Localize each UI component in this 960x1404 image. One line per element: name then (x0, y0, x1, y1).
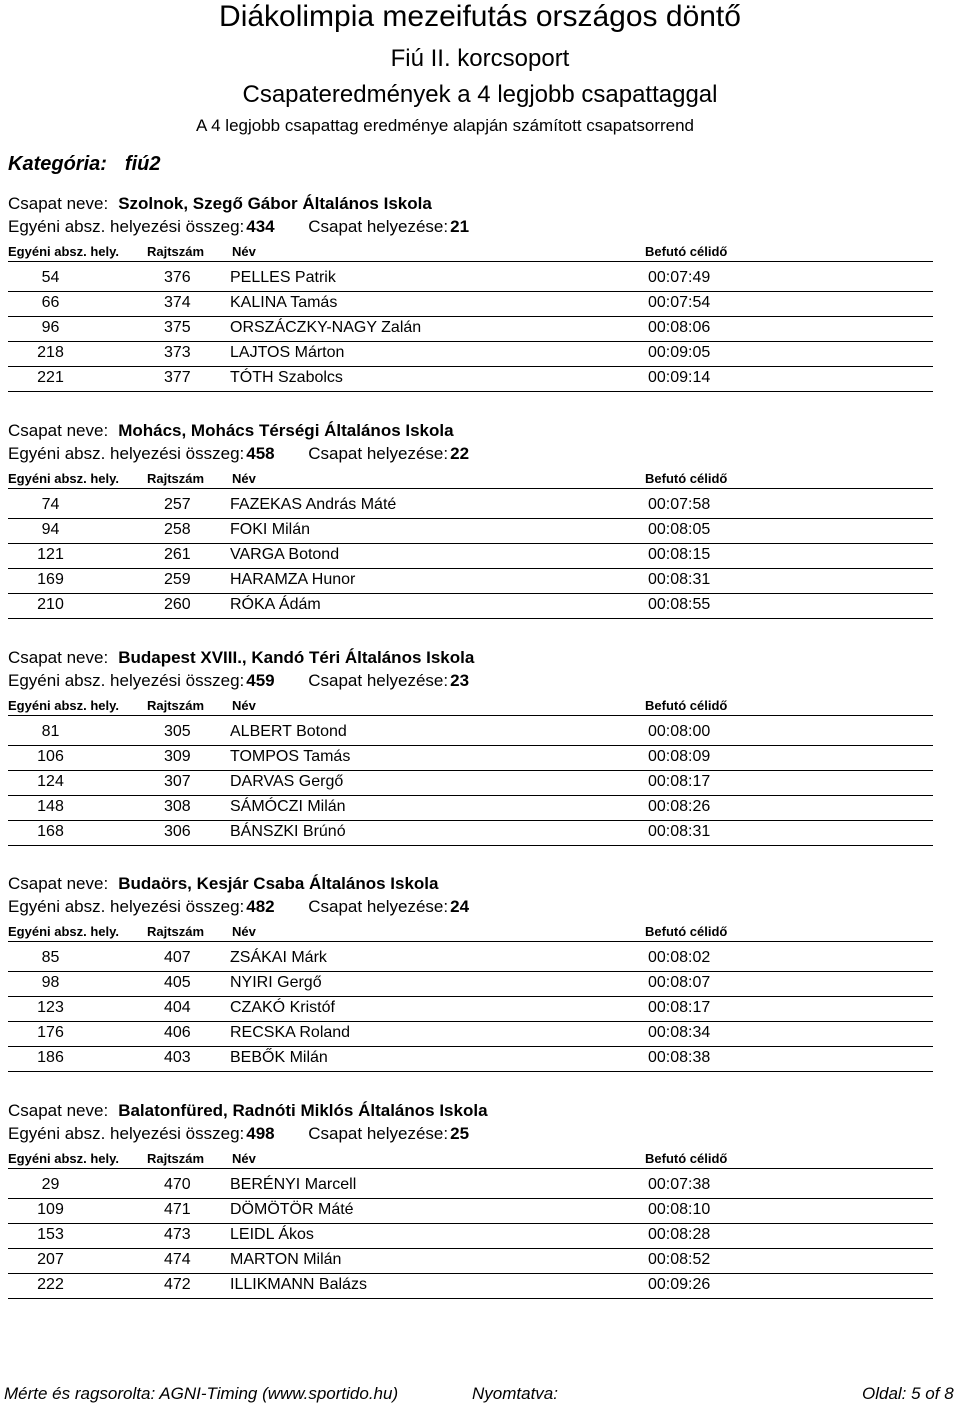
cell-name: PELLES Patrik (230, 269, 336, 286)
cell-bib: 307 (164, 773, 191, 790)
footer-credit: Mérte és ragsorolta: AGNI-Timing (www.sportido.hu) (4, 1384, 399, 1403)
cell-time: 00:08:10 (648, 1201, 711, 1218)
cell-name: BÁNSZKI Brúnó (230, 823, 346, 840)
footer-page: Oldal: 5 of 8 (862, 1384, 954, 1403)
table-row (8, 971, 933, 997)
cell-bib: 308 (164, 798, 191, 815)
table-row (8, 341, 933, 367)
team-place-label: Csapat helyezése: (308, 217, 449, 236)
cell-time: 00:09:26 (648, 1276, 711, 1293)
cell-name: MARTON Milán (230, 1251, 342, 1268)
cell-place: 29 (41, 1176, 60, 1193)
cell-time: 00:08:02 (648, 949, 711, 966)
cell-time: 00:08:26 (648, 798, 711, 815)
cell-time: 00:08:17 (648, 773, 711, 790)
cell-place: 124 (37, 773, 64, 790)
cell-time: 00:08:55 (648, 596, 711, 613)
category-label: Kategória: (8, 153, 107, 175)
cell-time: 00:08:05 (648, 521, 711, 538)
col-header-bib: Rajtszám (147, 244, 205, 259)
table-row (8, 1021, 933, 1047)
col-header-time: Befutó célidő (645, 924, 728, 939)
cell-bib: 405 (164, 974, 191, 991)
ranking-note: A 4 legjobb csapattag eredménye alapján számított csapatsorrend (195, 116, 695, 135)
cell-name: VARGA Botond (230, 546, 340, 563)
category-value: fiú2 (124, 153, 161, 175)
cell-bib: 404 (164, 999, 191, 1016)
cell-name: BEBŐK Milán (230, 1049, 328, 1066)
table-row (8, 1198, 933, 1224)
table-row (8, 543, 933, 569)
cell-bib: 377 (164, 369, 191, 386)
team-block (0, 194, 960, 404)
table-row (8, 720, 933, 746)
cell-name: DÖMÖTÖR Máté (230, 1201, 354, 1218)
team-place-value: 23 (450, 671, 470, 690)
team-block (0, 421, 960, 631)
team-block (0, 874, 960, 1084)
team-name-line (8, 194, 432, 214)
team-name: Szolnok, Szegő Gábor Általános Iskola (118, 194, 432, 213)
cell-bib: 473 (164, 1226, 191, 1243)
cell-name: KALINA Tamás (230, 294, 338, 311)
cell-place: 54 (41, 269, 60, 286)
team-block (0, 648, 960, 858)
cell-place: 74 (41, 496, 60, 513)
cell-time: 00:07:54 (648, 294, 711, 311)
team-name: Budaörs, Kesjár Csaba Általános Iskola (118, 874, 439, 893)
sum-value: 434 (246, 217, 275, 236)
table-row (8, 1046, 933, 1072)
team-name-label: Csapat neve: (8, 648, 109, 667)
table-row (8, 1223, 933, 1249)
sum-value: 498 (246, 1124, 275, 1143)
cell-place: 221 (37, 369, 64, 386)
cell-bib: 259 (164, 571, 191, 588)
col-header-name: Név (232, 698, 256, 713)
team-name: Balatonfüred, Radnóti Miklós Általános Iskola (118, 1101, 488, 1120)
cell-name: LAJTOS Márton (230, 344, 345, 361)
cell-time: 00:07:38 (648, 1176, 711, 1193)
cell-name: ZSÁKAI Márk (230, 949, 327, 966)
table-row (8, 745, 933, 771)
cell-place: 123 (37, 999, 64, 1016)
col-header-place: Egyéni absz. hely. (8, 698, 120, 713)
category (8, 153, 160, 176)
col-header-name: Név (232, 1151, 256, 1166)
cell-bib: 309 (164, 748, 191, 765)
team-name-line (8, 421, 454, 441)
cell-name: FOKI Milán (230, 521, 311, 538)
table-row (8, 1173, 933, 1199)
cell-place: 148 (37, 798, 64, 815)
cell-name: BERÉNYI Marcell (230, 1176, 357, 1193)
table-row (8, 795, 933, 821)
age-group: Fiú II. korcsoport (390, 45, 570, 72)
team-name-line (8, 648, 474, 668)
cell-time: 00:07:58 (648, 496, 711, 513)
cell-bib: 374 (164, 294, 191, 311)
team-summary (8, 217, 469, 237)
cell-time: 00:08:00 (648, 723, 711, 740)
cell-place: 186 (37, 1049, 64, 1066)
cell-time: 00:08:31 (648, 571, 711, 588)
sum-label: Egyéni absz. helyezési összeg: (8, 1124, 245, 1143)
col-header-place: Egyéni absz. hely. (8, 244, 120, 259)
cell-time: 00:08:15 (648, 546, 711, 563)
col-header-name: Név (232, 924, 256, 939)
cell-bib: 260 (164, 596, 191, 613)
team-place-label: Csapat helyezése: (308, 1124, 449, 1143)
team-name-line (8, 874, 438, 894)
cell-name: FAZEKAS András Máté (230, 496, 397, 513)
cell-name: NYIRI Gergő (230, 974, 322, 991)
cell-bib: 406 (164, 1024, 191, 1041)
table-row (8, 366, 933, 392)
cell-name: ILLIKMANN Balázs (230, 1276, 367, 1293)
sum-label: Egyéni absz. helyezési összeg: (8, 217, 245, 236)
table-row (8, 996, 933, 1022)
cell-place: 66 (41, 294, 60, 311)
cell-time: 00:08:38 (648, 1049, 711, 1066)
team-name-label: Csapat neve: (8, 194, 109, 213)
cell-place: 96 (41, 319, 60, 336)
team-name-label: Csapat neve: (8, 874, 109, 893)
team-place-value: 22 (450, 444, 470, 463)
table-row (8, 770, 933, 796)
cell-place: 98 (41, 974, 60, 991)
cell-bib: 375 (164, 319, 191, 336)
cell-place: 168 (37, 823, 64, 840)
cell-name: TÓTH Szabolcs (230, 369, 343, 386)
table-row (8, 291, 933, 317)
table-row (8, 593, 933, 619)
table-row (8, 493, 933, 519)
cell-name: RECSKA Roland (230, 1024, 351, 1041)
cell-time: 00:08:52 (648, 1251, 711, 1268)
sum-label: Egyéni absz. helyezési összeg: (8, 671, 245, 690)
cell-bib: 258 (164, 521, 191, 538)
cell-place: 222 (37, 1276, 64, 1293)
cell-name: TOMPOS Tamás (230, 748, 351, 765)
cell-name: SÁMÓCZI Milán (230, 798, 346, 815)
sum-label: Egyéni absz. helyezési összeg: (8, 897, 245, 916)
table-row (8, 316, 933, 342)
cell-bib: 257 (164, 496, 191, 513)
team-name: Mohács, Mohács Térségi Általános Iskola (118, 421, 454, 440)
cell-place: 85 (41, 949, 60, 966)
table-row (8, 1248, 933, 1274)
cell-bib: 376 (164, 269, 191, 286)
cell-name: ORSZÁCZKY-NAGY Zalán (230, 319, 422, 336)
cell-bib: 471 (164, 1201, 191, 1218)
team-name-label: Csapat neve: (8, 1101, 109, 1120)
cell-time: 00:09:14 (648, 369, 711, 386)
cell-place: 169 (37, 571, 64, 588)
cell-time: 00:08:17 (648, 999, 711, 1016)
team-place-label: Csapat helyezése: (308, 444, 449, 463)
col-header-place: Egyéni absz. hely. (8, 1151, 120, 1166)
header-divider (8, 715, 933, 716)
table-row (8, 946, 933, 972)
cell-place: 207 (37, 1251, 64, 1268)
team-name: Budapest XVIII., Kandó Téri Általános Iskola (118, 648, 475, 667)
cell-bib: 305 (164, 723, 191, 740)
cell-bib: 373 (164, 344, 191, 361)
col-header-time: Befutó célidő (645, 698, 728, 713)
header-divider (8, 1168, 933, 1169)
team-place-label: Csapat helyezése: (308, 671, 449, 690)
header-divider (8, 488, 933, 489)
team-place-value: 24 (450, 897, 470, 916)
cell-bib: 261 (164, 546, 191, 563)
team-name-line (8, 1101, 488, 1121)
cell-time: 00:09:05 (648, 344, 711, 361)
team-summary (8, 1124, 469, 1144)
col-header-bib: Rajtszám (147, 698, 205, 713)
table-row (8, 266, 933, 292)
footer-printed: Nyomtatva: (472, 1384, 558, 1403)
cell-time: 00:07:49 (648, 269, 711, 286)
cell-name: ALBERT Botond (230, 723, 347, 740)
cell-name: DARVAS Gergő (230, 773, 344, 790)
results-subtitle: Csapateredmények a 4 legjobb csapattaggal (242, 81, 718, 108)
col-header-time: Befutó célidő (645, 471, 728, 486)
page-title: Diákolimpia mezeifutás országos döntő (219, 0, 741, 33)
header-divider (8, 941, 933, 942)
cell-place: 218 (37, 344, 64, 361)
header-divider (8, 261, 933, 262)
cell-place: 94 (41, 521, 60, 538)
col-header-name: Név (232, 471, 256, 486)
table-row (8, 820, 933, 846)
cell-bib: 306 (164, 823, 191, 840)
team-summary (8, 444, 469, 464)
team-place-value: 25 (450, 1124, 470, 1143)
cell-name: CZAKÓ Kristóf (230, 999, 335, 1016)
col-header-time: Befutó célidő (645, 1151, 728, 1166)
col-header-time: Befutó célidő (645, 244, 728, 259)
col-header-place: Egyéni absz. hely. (8, 471, 120, 486)
cell-time: 00:08:07 (648, 974, 711, 991)
cell-place: 109 (37, 1201, 64, 1218)
sum-value: 482 (246, 897, 275, 916)
team-summary (8, 671, 469, 691)
cell-time: 00:08:28 (648, 1226, 711, 1243)
cell-bib: 407 (164, 949, 191, 966)
table-row (8, 1273, 933, 1299)
cell-name: HARAMZA Hunor (230, 571, 356, 588)
cell-bib: 470 (164, 1176, 191, 1193)
cell-bib: 472 (164, 1276, 191, 1293)
cell-time: 00:08:34 (648, 1024, 711, 1041)
sum-value: 459 (246, 671, 275, 690)
col-header-bib: Rajtszám (147, 471, 205, 486)
team-summary (8, 897, 469, 917)
cell-name: RÓKA Ádám (230, 596, 321, 613)
table-row (8, 518, 933, 544)
cell-time: 00:08:31 (648, 823, 711, 840)
team-place-value: 21 (450, 217, 470, 236)
cell-time: 00:08:09 (648, 748, 711, 765)
table-row (8, 568, 933, 594)
cell-place: 176 (37, 1024, 64, 1041)
col-header-bib: Rajtszám (147, 924, 205, 939)
col-header-place: Egyéni absz. hely. (8, 924, 120, 939)
cell-bib: 474 (164, 1251, 191, 1268)
cell-place: 81 (41, 723, 60, 740)
team-name-label: Csapat neve: (8, 421, 109, 440)
cell-time: 00:08:06 (648, 319, 711, 336)
cell-place: 153 (37, 1226, 64, 1243)
col-header-bib: Rajtszám (147, 1151, 205, 1166)
col-header-name: Név (232, 244, 256, 259)
sum-value: 458 (246, 444, 275, 463)
sum-label: Egyéni absz. helyezési összeg: (8, 444, 245, 463)
cell-place: 106 (37, 748, 64, 765)
cell-place: 121 (37, 546, 64, 563)
cell-place: 210 (37, 596, 64, 613)
team-block (0, 1101, 960, 1311)
team-place-label: Csapat helyezése: (308, 897, 449, 916)
cell-name: LEIDL Ákos (230, 1226, 314, 1243)
cell-bib: 403 (164, 1049, 191, 1066)
